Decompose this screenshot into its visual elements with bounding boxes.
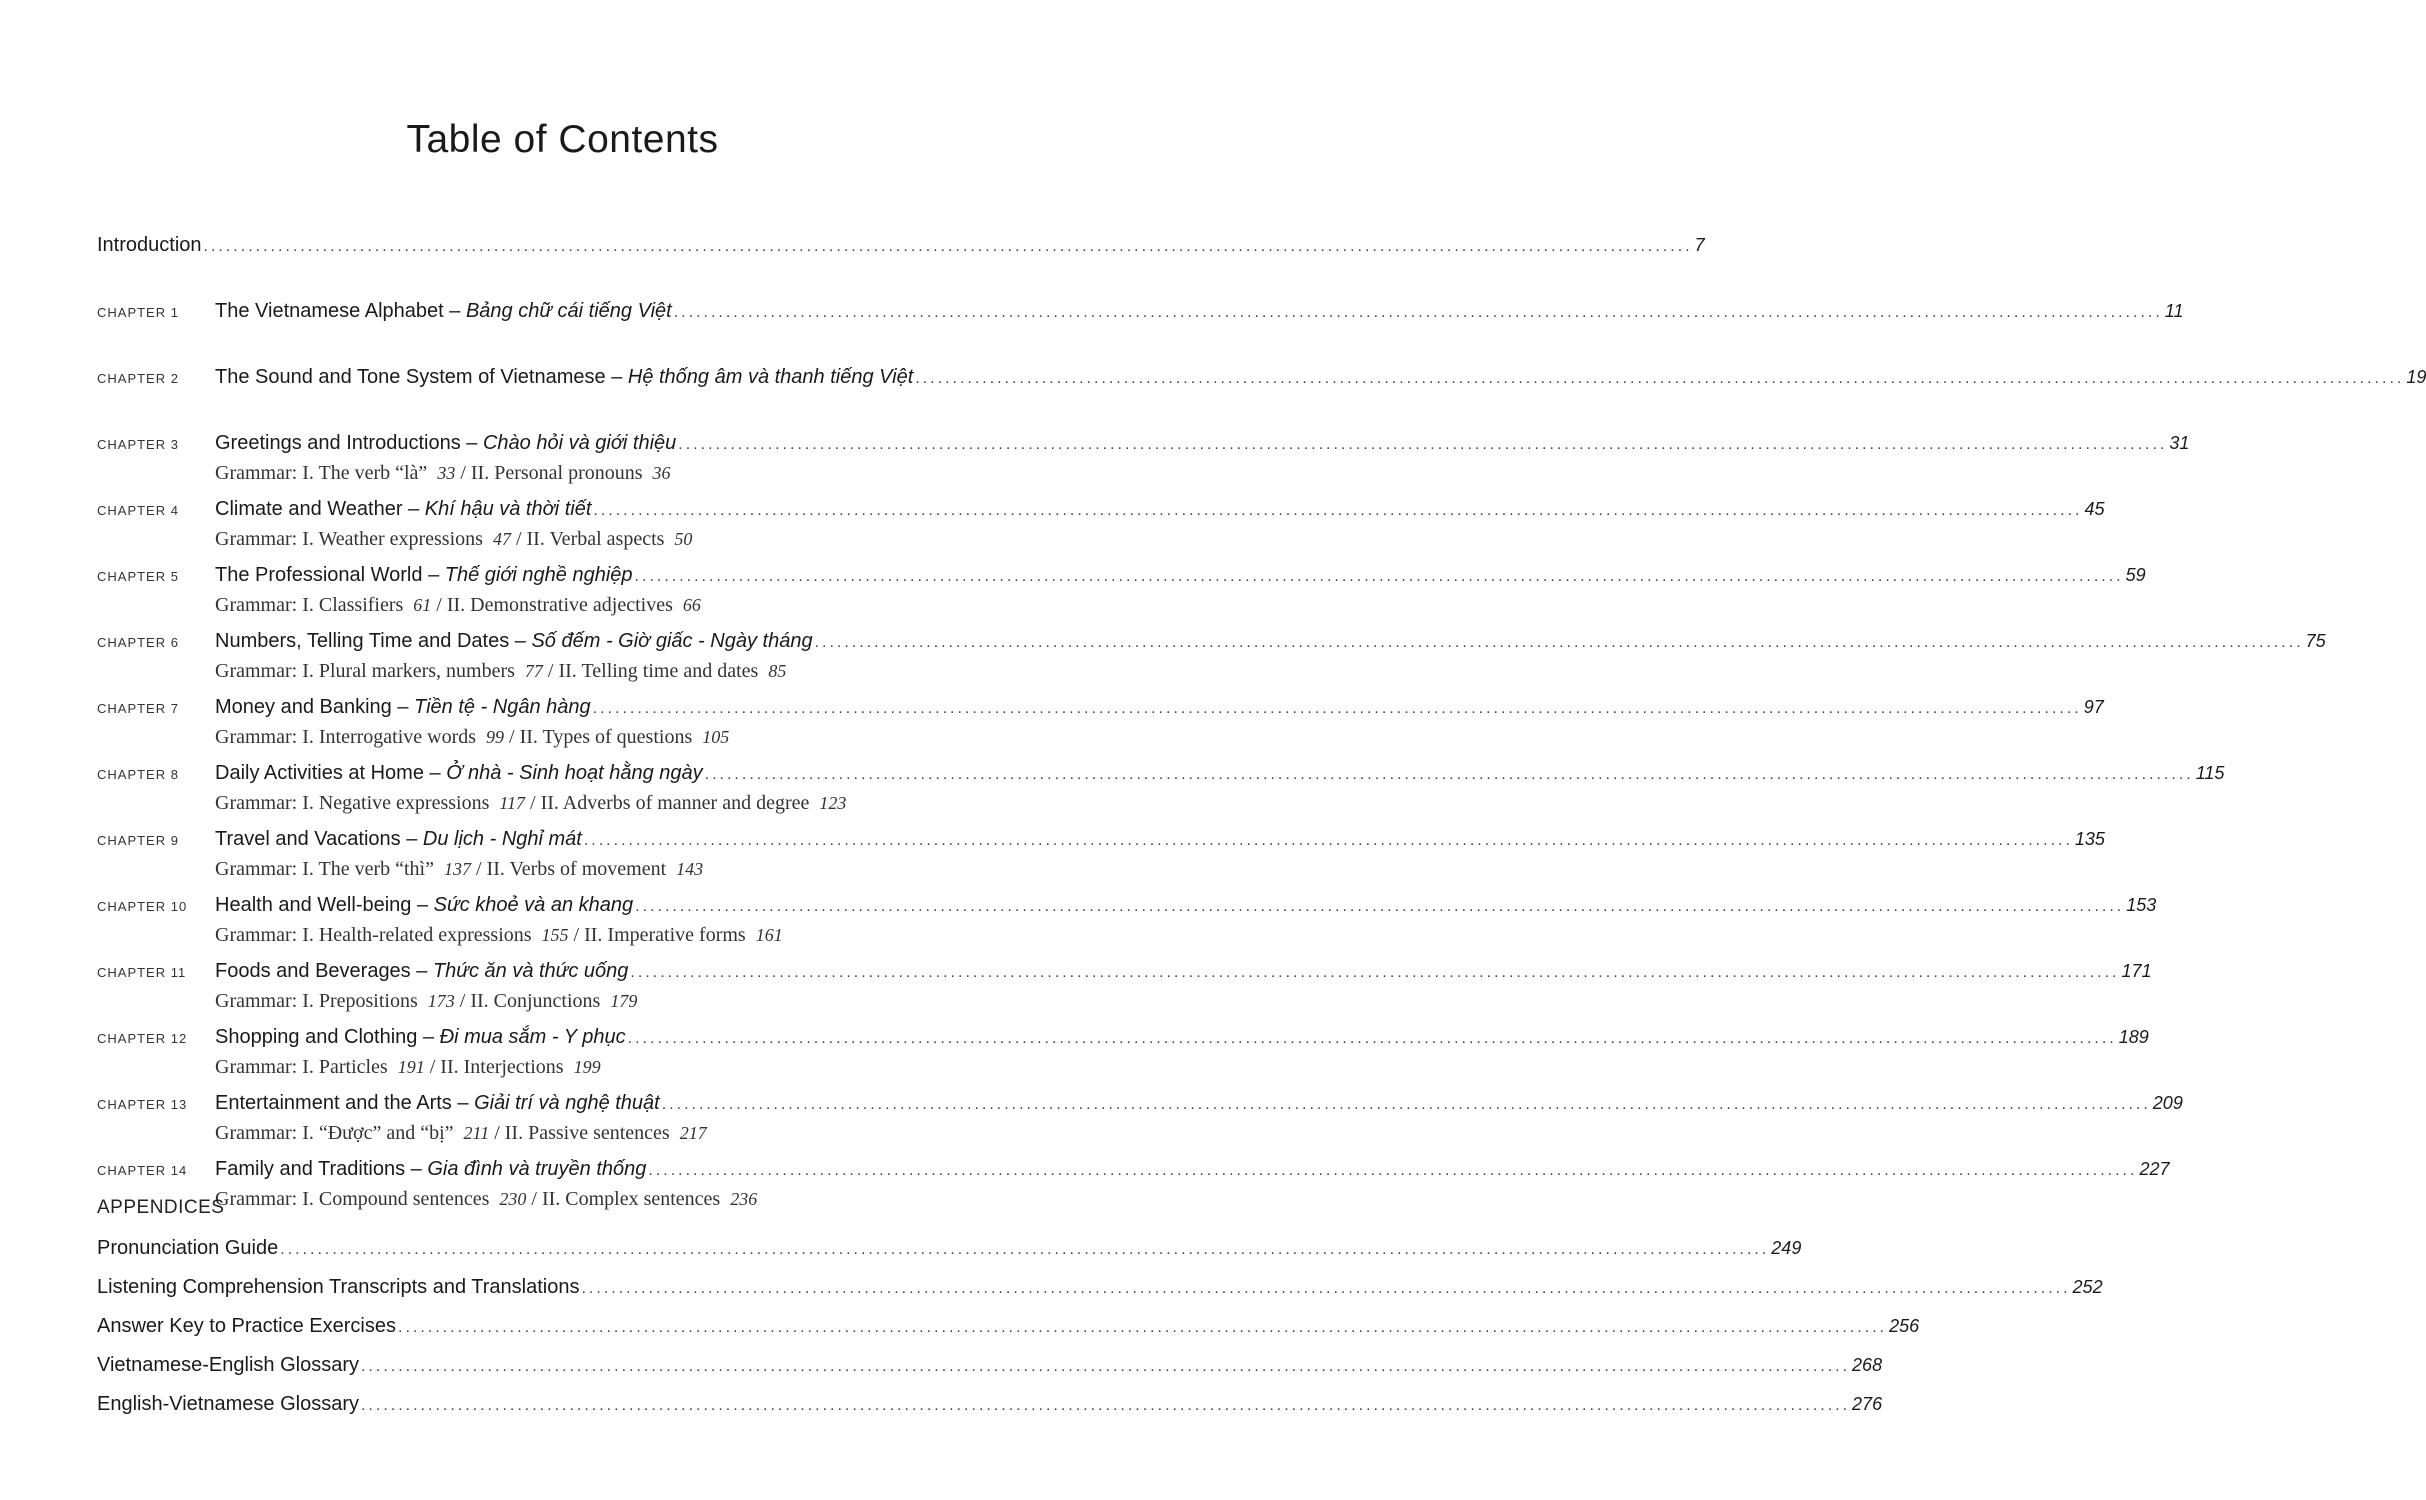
grammar-separator: / [429,1056,436,1078]
chapter-title [215,1088,660,1118]
grammar-page: 85 [768,661,787,681]
chapter-body [215,692,2104,751]
grammar-page: 179 [610,991,638,1011]
title-dash: – [397,696,409,718]
page-number: 59 [2125,565,2146,585]
grammar-prefix: Grammar: [215,858,298,880]
chapter-number: CHAPTER 8 [97,767,179,782]
chapter-number: CHAPTER 13 [97,1097,188,1112]
chapter-body [215,956,2152,1015]
grammar-page: 33 [437,463,456,483]
chapter-title-english: Greetings and Introductions [215,432,461,454]
chapter-title-vietnamese: Du lịch - Nghỉ mát [422,828,582,850]
grammar-separator: / [515,528,522,550]
grammar-page: 117 [499,793,526,813]
toc-chapter-entry[interactable] [97,626,2326,692]
chapter-title-english: Shopping and Clothing [215,1026,418,1048]
dot-leader: ........................................................................................................................................................................................................ [583,832,2073,849]
dot-leader: ........................................................................................................................................................................................................ [814,634,2304,651]
dot-leader: ........................................................................................................................................................................................................ [704,766,2194,783]
chapter-number: CHAPTER 2 [97,371,179,386]
title-dash: – [514,630,526,652]
grammar-topic: I. Negative expressions [302,792,490,814]
chapter-title-vietnamese: Đi mua sắm - Y phục [439,1026,626,1048]
chapter-title [215,824,582,854]
title-dash: – [422,1026,435,1048]
grammar-page: 66 [682,595,701,615]
chapter-body [215,560,2146,619]
grammar-line [215,1120,1013,1147]
grammar-line [215,922,1013,949]
toc-appendix-entry[interactable] [97,1350,1883,1389]
chapter-title [215,560,633,590]
chapter-list [97,296,2426,1220]
grammar-line [215,526,1013,553]
page-number: 153 [2126,895,2157,915]
grammar-topic: II. Complex sentences [541,1188,721,1210]
toc-appendix-entry[interactable] [97,1311,1920,1350]
page-number: 268 [1852,1355,1883,1375]
grammar-separator: / [436,594,442,616]
chapter-number: CHAPTER 9 [97,833,179,848]
page-number: 135 [2074,829,2105,849]
toc-chapter-entry[interactable] [97,428,2190,494]
chapter-body [215,1022,2149,1081]
chapter-title-english: The Vietnamese Alphabet [215,300,444,322]
chapter-body [215,758,2225,817]
dot-leader: ........................................................................................................................................................................................................ [203,238,1693,255]
dot-leader: ........................................................................................................................................................................................................ [635,898,2125,915]
grammar-topic: I. Prepositions [302,990,418,1012]
chapter-title-line [215,692,2104,724]
dot-leader: ........................................................................................................................................................................................................ [280,1241,1770,1258]
chapter-body [215,626,2326,685]
dot-leader: ........................................................................................................................................................................................................ [360,1397,1851,1414]
chapter-body [215,428,2190,487]
dot-leader: ........................................................................................................................................................................................................ [627,1030,2117,1047]
chapter-body [215,362,2426,394]
entry-label: Introduction [97,234,202,256]
grammar-topic: I. Health-related expressions [302,924,532,946]
chapter-number: CHAPTER 12 [97,1031,188,1046]
chapter-number: CHAPTER 3 [97,437,179,452]
grammar-topic: I. Interrogative words [302,726,477,748]
chapter-number: CHAPTER 11 [97,965,187,980]
grammar-page: 199 [573,1057,601,1077]
grammar-topic: II. Interjections [440,1056,564,1078]
grammar-page: 61 [413,595,432,615]
chapter-title-english: Daily Activities at Home [215,762,424,784]
appendices-heading: APPENDICES [97,1197,225,1218]
grammar-separator: / [494,1122,500,1144]
grammar-separator: / [531,1188,537,1210]
title-dash: – [449,300,461,322]
chapter-title-vietnamese: Thức ăn và thức uống [432,960,629,982]
dot-leader: ........................................................................................................................................................................................................ [593,502,2083,519]
title-dash: – [406,828,418,850]
toc-chapter-entry[interactable] [97,890,2157,956]
chapter-title-line [215,428,2190,460]
chapter-title [215,626,813,656]
grammar-prefix: Grammar: [215,1188,298,1210]
page-number: 276 [1852,1394,1883,1414]
grammar-line [215,790,1013,817]
grammar-separator: / [573,924,580,946]
grammar-page: 236 [730,1189,758,1209]
chapter-number: CHAPTER 6 [97,635,179,650]
grammar-page: 123 [819,793,847,813]
page-number: 115 [2195,763,2225,783]
grammar-topic: II. Imperative forms [584,924,746,946]
grammar-separator: / [460,462,466,484]
chapter-title-english: The Professional World [215,564,423,586]
page-number: 249 [1771,1238,1802,1258]
entry-label: Vietnamese-English Glossary [97,1354,359,1376]
grammar-prefix: Grammar: [215,990,298,1012]
grammar-topic: II. Demonstrative adjectives [446,594,673,616]
chapter-title-vietnamese: Số đếm - Giờ giấc - Ngày tháng [531,630,813,652]
grammar-page: 77 [524,661,543,681]
title-dash: – [416,960,428,982]
grammar-topic: I. Particles [302,1056,388,1078]
grammar-topic: I. Classifiers [302,594,404,616]
chapter-number: CHAPTER 1 [97,305,179,320]
chapter-body [215,494,2105,553]
grammar-page: 99 [486,727,505,747]
title-dash: – [429,762,441,784]
grammar-prefix: Grammar: [215,462,298,484]
grammar-topic: II. Passive sentences [504,1122,670,1144]
grammar-topic: II. Types of questions [519,726,693,748]
chapter-title-english: Numbers, Telling Time and Dates [215,630,510,652]
chapter-title [215,758,703,788]
grammar-topic: II. Verbal aspects [526,528,665,550]
grammar-line [215,856,1013,883]
toc-entry-introduction[interactable] [97,230,1705,262]
grammar-prefix: Grammar: [215,924,298,946]
toc-chapter-entry[interactable] [97,824,2105,890]
title-dash: – [466,432,478,454]
grammar-topic: II. Verbs of movement [486,858,667,880]
grammar-page: 137 [443,859,471,879]
chapter-title-vietnamese: Ở nhà - Sinh hoạt hằng ngày [446,762,703,784]
dot-leader: ........................................................................................................................................................................................................ [678,436,2168,453]
appendices-list [97,1233,2103,1428]
title-dash: – [416,894,429,916]
entry-label: Answer Key to Practice Exercises [97,1315,396,1337]
grammar-page: 161 [755,925,783,945]
grammar-page: 143 [676,859,704,879]
toc-appendix-entry[interactable] [97,1272,2103,1311]
page-number: 252 [2072,1277,2103,1297]
toc-chapter-entry[interactable] [97,1022,2149,1088]
toc-chapter-entry[interactable] [97,692,2104,758]
chapter-title-line [215,824,2105,856]
chapter-title-english: Health and Well-being [215,894,412,916]
title-dash: – [611,366,623,388]
chapter-title-line [215,362,2426,394]
grammar-topic: I. “Được” and “bị” [302,1122,454,1144]
page-number: 209 [2152,1093,2183,1113]
grammar-topic: I. The verb “là” [302,462,428,484]
chapter-title-english: Travel and Vacations [215,828,401,850]
chapter-number: CHAPTER 7 [97,701,179,716]
chapter-title-vietnamese: Sức khoẻ và an khang [433,894,634,916]
grammar-prefix: Grammar: [215,1122,298,1144]
chapter-title-line [215,560,2146,592]
chapter-title-line [215,890,2157,922]
chapter-title-line [215,1154,2170,1186]
chapter-body [215,296,2184,328]
chapter-title [215,890,633,920]
chapter-title [215,1154,646,1184]
chapter-title [215,494,591,524]
chapter-title-english: Money and Banking [215,696,392,718]
grammar-page: 211 [463,1123,490,1143]
toc-chapter-entry[interactable] [97,758,2225,824]
dot-leader: ........................................................................................................................................................................................................ [634,568,2124,585]
page-number: 11 [2164,301,2184,321]
grammar-prefix: Grammar: [215,528,298,550]
grammar-topic: II. Personal pronouns [470,462,643,484]
chapter-title-english: Entertainment and the Arts [215,1092,452,1114]
chapter-title-vietnamese: Thế giới nghề nghiệp [444,564,633,586]
chapter-title [215,362,913,392]
grammar-topic: II. Telling time and dates [558,660,759,682]
dot-leader: ........................................................................................................................................................................................................ [673,304,2163,321]
grammar-page: 191 [397,1057,425,1077]
grammar-page: 105 [702,727,730,747]
grammar-page: 50 [674,529,693,549]
chapter-title-vietnamese: Giải trí và nghệ thuật [474,1092,660,1114]
page-number: 227 [2139,1159,2170,1179]
chapter-title-line [215,758,2225,790]
grammar-line [215,658,1013,685]
entry-label: Listening Comprehension Transcripts and Translations [97,1276,580,1298]
grammar-topic: II. Adverbs of manner and degree [540,792,810,814]
chapter-title-english: Climate and Weather [215,498,403,520]
title-dash: – [428,564,440,586]
chapter-title [215,692,591,722]
toc-appendix-entry[interactable] [97,1389,1883,1428]
grammar-prefix: Grammar: [215,792,298,814]
toc-chapter-entry[interactable] [97,362,2426,428]
dot-leader: ........................................................................................................................................................................................................ [630,964,2120,981]
entry-label: English-Vietnamese Glossary [97,1393,359,1415]
dot-leader: ........................................................................................................................................................................................................ [661,1096,2151,1113]
chapter-title-line [215,956,2152,988]
toc-chapter-entry[interactable] [97,956,2152,1022]
dot-leader: ........................................................................................................................................................................................................ [398,1319,1888,1336]
page-number: 171 [2121,961,2152,981]
grammar-page: 47 [492,529,511,549]
grammar-separator: / [459,990,466,1012]
grammar-separator: / [475,858,482,880]
toc-appendix-entry[interactable] [97,1233,1802,1272]
chapter-title-line [215,1088,2183,1120]
grammar-topic: I. The verb “thì” [302,858,434,880]
grammar-line [215,592,1013,619]
dot-leader: ........................................................................................................................................................................................................ [360,1358,1851,1375]
grammar-separator: / [530,792,536,814]
grammar-page: 173 [427,991,455,1011]
chapter-body [215,890,2157,949]
chapter-title-vietnamese: Bảng chữ cái tiếng Việt [465,300,672,322]
chapter-title-vietnamese: Khí hậu và thời tiết [424,498,592,520]
chapter-title-line [215,626,2326,658]
grammar-separator: / [509,726,515,748]
grammar-topic: I. Compound sentences [302,1188,490,1210]
page-number: 7 [1694,235,1705,255]
chapter-title-line [215,1022,2149,1054]
page-number: 19 [2406,367,2426,387]
chapter-title-vietnamese: Gia đình và truyền thống [427,1158,647,1180]
chapter-title-line [215,494,2105,526]
grammar-topic: II. Conjunctions [470,990,601,1012]
grammar-topic: I. Plural markers, numbers [302,660,515,682]
dot-leader: ........................................................................................................................................................................................................ [592,700,2082,717]
chapter-title-english: Family and Traditions [215,1158,406,1180]
toc-chapter-entry[interactable] [97,1088,2183,1154]
chapter-title-vietnamese: Chào hỏi và giới thiệu [482,432,677,454]
page-number: 256 [1889,1316,1920,1336]
chapter-number: CHAPTER 10 [97,899,188,914]
grammar-separator: / [547,660,554,682]
grammar-prefix: Grammar: [215,1056,298,1078]
chapter-title-english: The Sound and Tone System of Vietnamese [215,366,606,388]
chapter-body [215,1088,2183,1147]
appendices-section [97,1194,2103,1428]
chapter-title [215,1022,626,1052]
chapter-number: CHAPTER 4 [97,503,179,518]
page-number: 31 [2169,433,2190,453]
grammar-page: 36 [652,463,671,483]
dot-leader: ........................................................................................................................................................................................................ [648,1162,2138,1179]
chapter-title-vietnamese: Hệ thống âm và thanh tiếng Việt [627,366,914,388]
toc-chapter-entry[interactable] [97,494,2105,560]
grammar-page: 230 [499,1189,527,1209]
page-title: Table of Contents [406,118,719,161]
grammar-prefix: Grammar: [215,594,298,616]
chapter-title-english: Foods and Beverages [215,960,411,982]
toc-chapter-entry[interactable] [97,296,2184,362]
page-number: 189 [2118,1027,2149,1047]
chapter-number: CHAPTER 14 [97,1163,188,1178]
chapter-title [215,428,676,458]
chapter-title [215,956,628,986]
grammar-line [215,460,1013,487]
grammar-page: 217 [679,1123,707,1143]
chapter-body [215,824,2105,883]
grammar-prefix: Grammar: [215,660,298,682]
page-number: 75 [2305,631,2326,651]
grammar-line [215,724,1013,751]
grammar-prefix: Grammar: [215,726,298,748]
chapter-number: CHAPTER 5 [97,569,179,584]
grammar-page: 155 [541,925,569,945]
chapter-title-line [215,296,2184,328]
entry-label: Pronunciation Guide [97,1237,279,1259]
title-dash: – [457,1092,469,1114]
chapter-title [215,296,672,326]
toc-chapter-entry[interactable] [97,560,2146,626]
title-dash: – [410,1158,422,1180]
page-number: 97 [2083,697,2104,717]
dot-leader: ........................................................................................................................................................................................................ [915,370,2405,387]
chapter-title-vietnamese: Tiền tệ - Ngân hàng [414,696,591,718]
page-number: 45 [2084,499,2105,519]
title-dash: – [408,498,420,520]
grammar-line [215,1054,1013,1081]
grammar-line [215,988,1013,1015]
dot-leader: ........................................................................................................................................................................................................ [581,1280,2071,1297]
grammar-topic: I. Weather expressions [302,528,483,550]
